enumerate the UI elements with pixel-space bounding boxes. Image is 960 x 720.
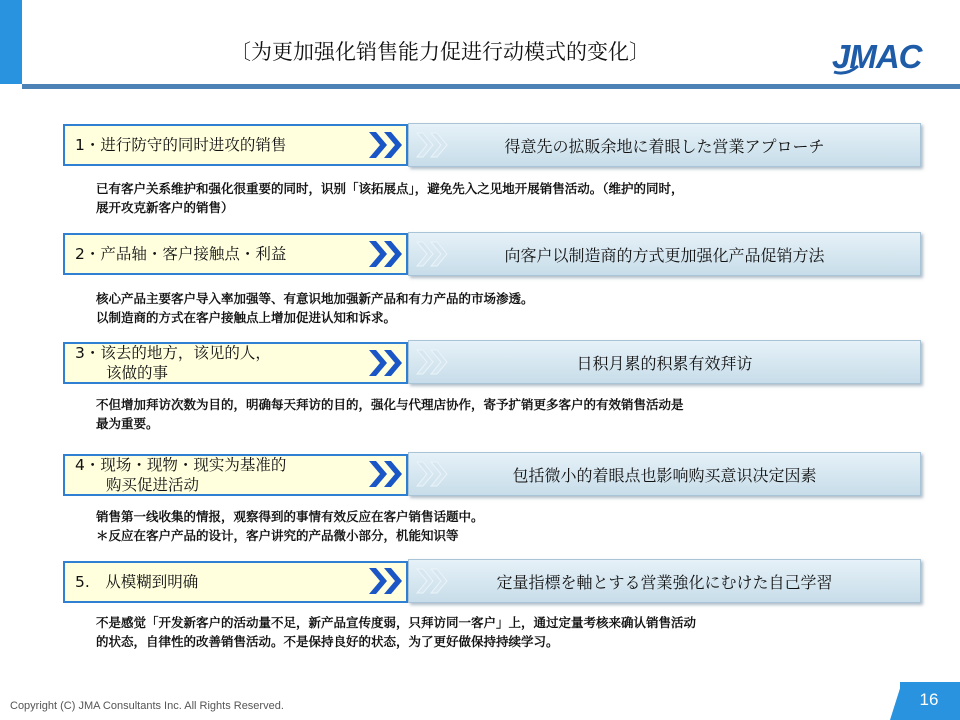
row-5-description: 不是感觉「开发新客户的活动量不足，新产品宣传度弱，只拜访同一客户」上，通过定量考核来确认销售活动 的状态，自律性的改善销售活动。不是保持良好的状态，为了更好做保持持续学习。 [96, 615, 697, 649]
double-chevron-right-icon [366, 348, 406, 378]
double-chevron-right-outline-icon [414, 131, 450, 159]
double-chevron-right-icon [366, 130, 406, 160]
row-3-heading: 3・该去的地方，该见的人， 该做的事 [63, 342, 408, 384]
double-chevron-right-outline-icon [414, 240, 450, 268]
double-chevron-right-icon [366, 566, 406, 596]
page-number: 16 [919, 690, 939, 709]
double-chevron-right-outline-icon [414, 348, 450, 376]
double-chevron-right-icon [366, 239, 406, 269]
row-1-description: 已有客户关系维护和强化很重要的同时，识别「该拓展点」，避免先入之见地开展销售活动。（维护的同时， 展开攻克新客户的销售） [96, 181, 684, 215]
row-2-result: 向客户以制造商的方式更加强化产品促销方法 [408, 232, 921, 276]
logo-swoosh-icon [832, 62, 872, 76]
slide-title: 〔为更加强化销售能力促进行动模式的变化〕 [230, 40, 650, 64]
row-2-heading: 2・产品轴・客户接触点・利益 [63, 233, 408, 275]
row-4-result: 包括微小的着眼点也影响购买意识决定因素 [408, 452, 921, 496]
row-1-heading: 1・进行防守的同时进攻的销售 [63, 124, 408, 166]
row-4-heading: 4・现场・现物・现实为基准的 购买促进活动 [63, 454, 408, 496]
row-3-result: 日积月累的积累有效拜访 [408, 340, 921, 384]
header-rule [22, 84, 960, 89]
row-1-result: 得意先の拡販余地に着眼した営業アプローチ [408, 123, 921, 167]
row-2-description: 核心产品主要客户导入率加强等、有意识地加强新产品和有力产品的市场渗透。 以制造商的方式在客户接触点上增加促进认知和诉求。 [96, 291, 534, 325]
copyright-notice: Copyright (C) JMA Consultants Inc. All Rights Reserved. [10, 700, 284, 712]
double-chevron-right-outline-icon [414, 567, 450, 595]
double-chevron-right-icon [366, 459, 406, 489]
row-3-description: 不但增加拜访次数为目的，明确每天拜访的目的，强化与代理店协作，寄予扩销更多客户的有效销售活动是 最为重要。 [96, 397, 684, 431]
row-4-description: 销售第一线收集的情报，观察得到的事情有效反应在客户销售话题中。 ＊反应在客户产品的设计，客户讲究的产品微小部分，机能知识等 [96, 509, 484, 543]
header-accent-bar [0, 0, 22, 84]
row-5-heading: 5. 从模糊到明确 [63, 561, 408, 603]
double-chevron-right-outline-icon [414, 460, 450, 488]
row-5-result: 定量指標を軸とする営業強化にむけた自己学習 [408, 559, 921, 603]
jmac-logo: JMAC [832, 38, 922, 75]
